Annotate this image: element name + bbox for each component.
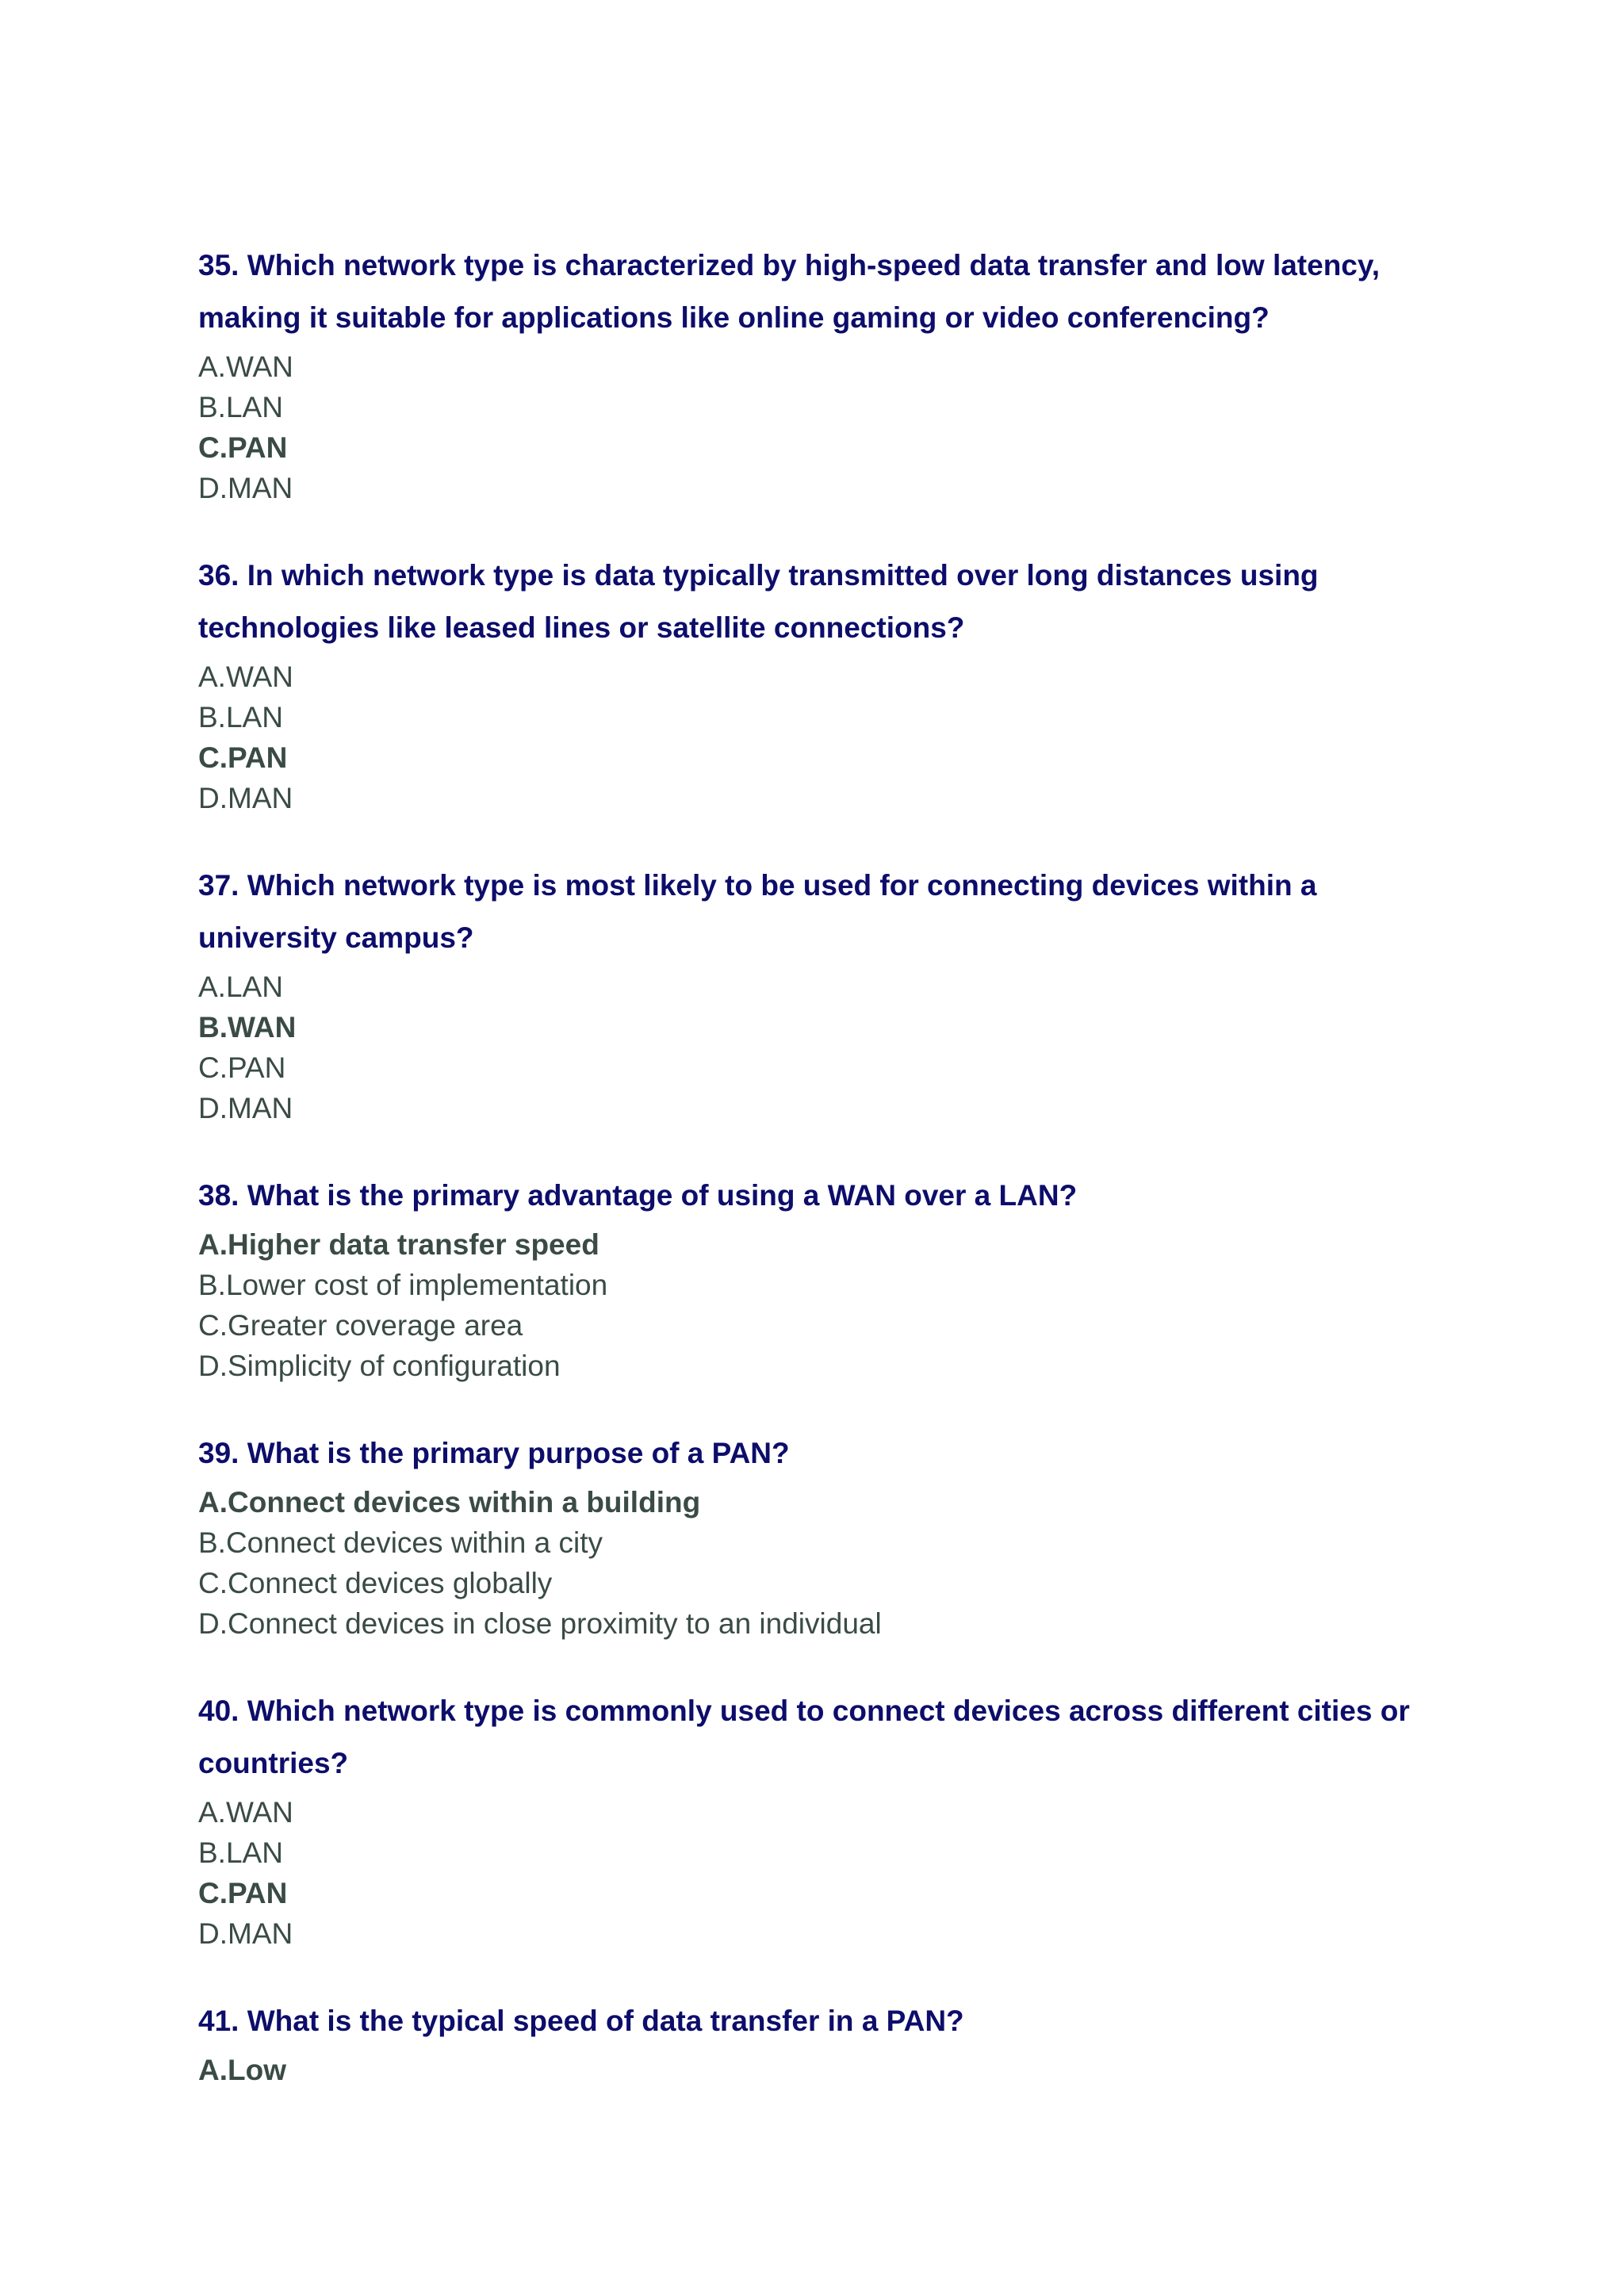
option-b: B.Lower cost of implementation — [198, 1269, 608, 1301]
option-a: A.Connect devices within a building — [198, 1486, 701, 1518]
option-c: C.PAN — [198, 1877, 288, 1909]
option-d: D.MAN — [198, 1917, 293, 1950]
question-block-41 — [198, 1995, 1435, 2090]
option-c: C.PAN — [198, 1051, 286, 1084]
option-a: A.WAN — [198, 350, 293, 383]
option-list — [198, 1792, 1435, 1954]
question-block-38 — [198, 1170, 1435, 1386]
option-list — [198, 967, 1435, 1128]
question-block-37 — [198, 860, 1435, 1128]
question-block-36 — [198, 550, 1435, 818]
question-text: 35. Which network type is characterized by high-speed data transfer and low latency, making it suitable for applications like online gaming or video conferencing? — [198, 249, 1380, 334]
option-c: C.PAN — [198, 741, 288, 774]
option-c: C.Connect devices globally — [198, 1567, 553, 1599]
question-block-35 — [198, 239, 1435, 508]
option-d: D.Simplicity of configuration — [198, 1350, 561, 1382]
option-c: C.PAN — [198, 431, 288, 464]
option-b: B.LAN — [198, 1836, 283, 1869]
option-list — [198, 2050, 1435, 2090]
question-text: 36. In which network type is data typically transmitted over long distances using technologies like leased lines or satellite connections? — [198, 559, 1319, 644]
option-b: B.LAN — [198, 391, 283, 423]
question-block-40 — [198, 1685, 1435, 1954]
question-text: 41. What is the typical speed of data transfer in a PAN? — [198, 2005, 964, 2037]
option-c: C.Greater coverage area — [198, 1309, 523, 1342]
option-list — [198, 1224, 1435, 1386]
option-a: A.WAN — [198, 1796, 293, 1829]
option-list — [198, 347, 1435, 508]
question-text: 38. What is the primary advantage of using a WAN over a LAN? — [198, 1179, 1078, 1212]
option-a: A.Higher data transfer speed — [198, 1228, 599, 1261]
option-d: D.MAN — [198, 782, 293, 814]
option-a: A.LAN — [198, 971, 283, 1003]
question-text: 37. Which network type is most likely to be used for connecting devices within a university campus? — [198, 869, 1317, 954]
question-text: 40. Which network type is commonly used to connect devices across different cities or countries? — [198, 1695, 1410, 1779]
option-d: D.MAN — [198, 472, 293, 504]
question-block-39 — [198, 1427, 1435, 1644]
option-b: B.LAN — [198, 701, 283, 733]
question-text: 39. What is the primary purpose of a PAN? — [198, 1437, 790, 1469]
option-b: B.WAN — [198, 1011, 297, 1044]
option-b: B.Connect devices within a city — [198, 1526, 603, 1559]
option-list — [198, 1482, 1435, 1644]
option-d: D.MAN — [198, 1092, 293, 1124]
option-a: A.Low — [198, 2054, 286, 2086]
option-a: A.WAN — [198, 661, 293, 693]
option-d: D.Connect devices in close proximity to an individual — [198, 1607, 882, 1640]
option-list — [198, 657, 1435, 818]
document-page — [198, 239, 1435, 2131]
